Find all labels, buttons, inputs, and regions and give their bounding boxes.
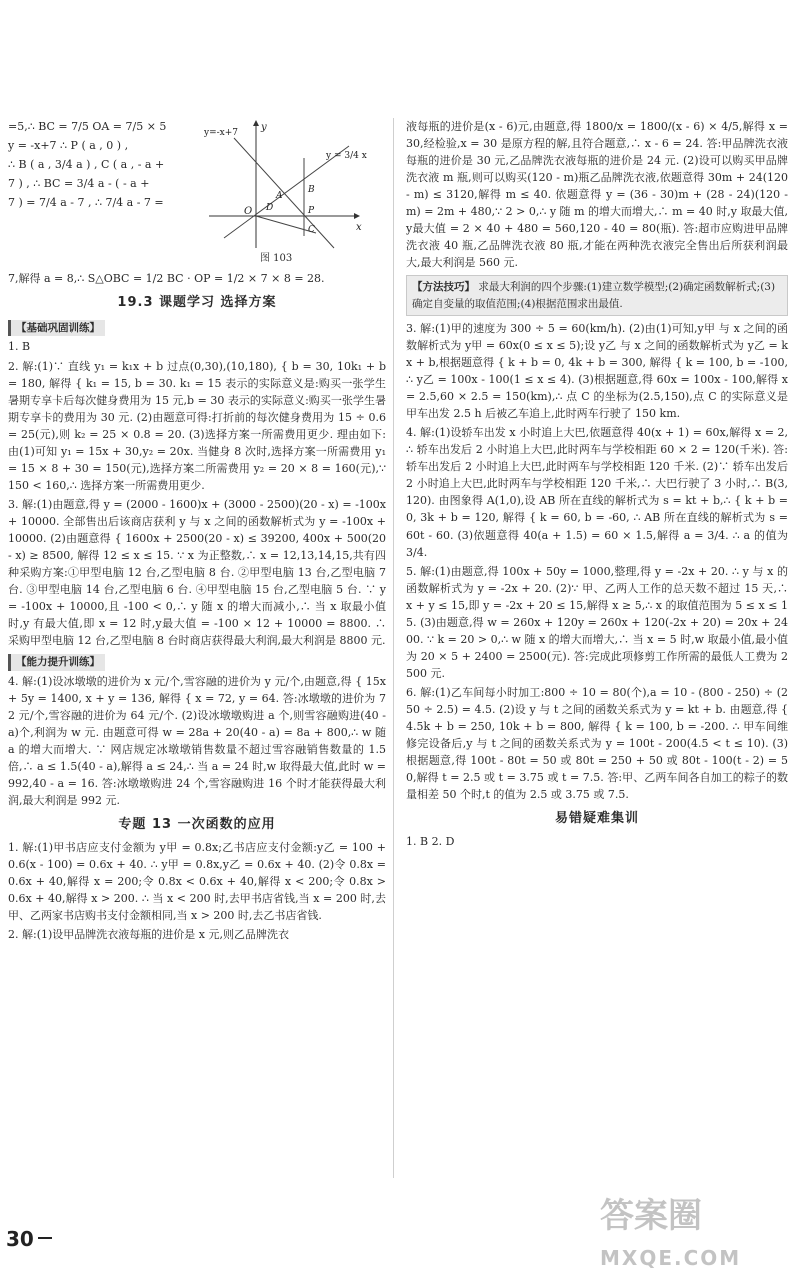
fig-label-c: C: [308, 225, 315, 235]
fig-line: ∴ B ( a , 3/4 a ) , C ( a , - a +: [8, 158, 165, 172]
figure-side-text: [8, 118, 198, 213]
coordinate-figure: [204, 118, 384, 268]
method-tip-box: [406, 275, 788, 316]
right-column: [406, 118, 788, 852]
section-title: 专题 13 一次函数的应用: [118, 816, 276, 832]
fig-line: 7 ) = 7/4 a - 7 , ∴ 7/4 a - 7 =: [8, 196, 164, 210]
fig-label-b: B: [308, 185, 315, 195]
answer-item: 4. 解:(1)设轿车出发 x 小时追上大巴,依题意得 40(x + 1) = 60x,解得 x = 2,∴ 轿车出发后 2 小时追上大巴,此时两车与学校相距 60 × 2 = 120(千米). 答:轿车出发后 2 小时追上大巴,此时两车与学校相距 120 千米. (2)∵ 轿车出发后 2 小时追上大巴,此时两车与学校相距 120 千米,∴ 大巴行驶了 3 小时,∴ B(3,120). 由图象得 A(1,0),设 AB 所在直线的解析式为 s = kt + b,∴ { k + b = 0, 3k + b = 120, 解得 { k = 60, b = -60, ∴ AB 所在直线的解析式为 s = 60t - 60. (3)依题意得 40(a + 1.5) = 60 × 1.5,解得 a = 3/4. ∴ a 的值为 3/4.: [406, 426, 788, 559]
answer-item: 2. 解:(1)∵ 直线 y₁ = k₁x + b 过点(0,30),(10,180), { b = 30, 10k₁ + b = 180, 解得 { k₁ = 15, b = 30. k₁ = 15 表示的实际意义是:购买一张学生暑期专享卡后每次健身费用为 15 元,b = 30 表示的实际意义:购买一张学生暑期专享卡的费用为 30 元. (2)由题意可得:打折前的每次健身费用为 15 ÷ 0.6 = 25(元),则 k₂ = 25 × 0.8 = 20. (3)选择方案一所需费用更少. 理由如下:由(1)可知 y₁ = 15x + 30,y₂ = 20x. 当健身 8 次时,选择方案一所需费用 y₁ = 15 × 8 + 30 = 150(元),选择方案二所需费用 y₂ = 20 × 8 = 160(元),∵ 150 < 160,∴ 选择方案一所需费用更少.: [8, 359, 386, 492]
fig-label-d: D: [266, 203, 274, 213]
watermark: [600, 1190, 790, 1280]
answer-item: 6. 解:(1)乙车间每小时加工:800 ÷ 10 = 80(个),a = 10 - (800 - 250) ÷ (250 ÷ 2.5) = 4.5. (2)设 y 与 t 之间的函数关系式为 y = kt + b. 由题意,得 { 4.5k + b = 250, 10k + b = 800, 解得 { k = 100, b = -200. ∴ 甲车间维修完设备后,y 与 t 之间的函数关系式为 y = 100t - 200(4.5 < t ≤ 10). (3)根据题意,得 100t - 80t = 50 或 80t = 250 + 50 或 80t - 100(t - 2) = 50,解得 t = 2.5 或 t = 3.75 或 t = 7.5. 答:甲、乙两车间各自加工的粽子的数量相差 50 个时,t 的值为 2.5 或 3.75 或 7.5.: [406, 685, 788, 802]
left-column: [8, 118, 386, 945]
fig-label-a: A: [276, 191, 283, 201]
answer-item: 1. 解:(1)甲书店应支付金额为 y甲 = 0.8x;乙书店应支付金额:y乙 = 100 + 0.6(x - 100) = 0.6x + 40. ∴ y甲 = 0.8x,y乙 = 0.6x + 40. (2)令 0.8x = 0.6x + 40,解得 x = 200;令 0.8x < 0.6x + 40,解得 x < 200;令 0.8x > 0.6x + 40,解得 x > 200. ∴ 当 x < 200 时,去甲书店省钱,当 x = 200 时,去甲、乙两家书店购书支付金额相同,当 x > 200 时,去乙书店省钱.: [8, 841, 386, 923]
section-title: 19.3 课题学习 选择方案: [117, 295, 277, 311]
fig-label-line1: y=-x+7: [204, 128, 239, 138]
answer-continuation: 液每瓶的进价是(x - 6)元,由题意,得 1800/x = 1800/(x - 6) × 4/5,解得 x = 30,经检验,x = 30 是原方程的解,且符合题意,∴ x - 6 = 24. 答:甲品牌洗衣液每瓶的进价是 30 元,乙品牌洗衣液每瓶的进价是 24 元. (2)设可以购买甲品牌洗衣液 m 瓶,则可以购买(120 - m)瓶乙品牌洗衣液,依题意得 30m + 24(120 - m) ≤ 3120,解得 m ≤ 40. 依题意得 y = (36 - 30)m + (28 - 24)(120 - m) = 2m + 480,∵ 2 > 0,∴ y 随 m 的增大而增大,∴ m = 40 时,y 取最大值,y最大值 = 2 × 40 + 480 = 560,120 - 40 = 80(瓶). 答:超市应购进甲品牌洗衣液 40 瓶,乙品牌洗衣液 80 瓶,才能在两种洗衣液完全售出后所获利润最大,最大利润是 560 元.: [406, 120, 788, 270]
fig-label-x: x: [356, 222, 362, 233]
fig-label-origin: O: [244, 206, 253, 217]
answer-item: 2. 解:(1)设甲品牌洗衣液每瓶的进价是 x 元,则乙品牌洗衣: [8, 928, 289, 942]
column-divider: [393, 118, 394, 1178]
method-tip-text: 求最大利润的四个步骤:(1)建立数学模型;(2)确定函数解析式;(3)确定自变量的取值范围;(4)根据范围求出最值.: [412, 281, 776, 310]
fig-label-line2: y = 3/4 x: [326, 151, 367, 161]
answer-item: 1. B: [8, 340, 31, 354]
fig-label-p: P: [308, 206, 315, 216]
answer-item: 3. 解:(1)甲的速度为 300 ÷ 5 = 60(km/h). (2)由(1)可知,y甲 与 x 之间的函数解析式为 y甲 = 60x(0 ≤ x ≤ 5);设 y乙 与 x 之间的函数解析式为 y乙 = kx + b,根据题意得 { k + b = 0, 4k + b = 300, 解得 { k = 100, b = -100, ∴ y乙 = 100x - 100(1 ≤ x ≤ 4). (3)根据题意,得 60x = 100x - 100,解得 x = 2.5,60 × 2.5 = 150(km),∴ 点 C 的坐标为(2.5,150),点 C 的实际意义是甲车出发 2.5 h 后被乙车追上,此时两车行驶了 150 km.: [406, 321, 788, 421]
fig-line: 7 ) , ∴ BC = 3/4 a - ( - a +: [8, 177, 150, 191]
answer-item: 5. 解:(1)由题意,得 100x + 50y = 1000,整理,得 y = -2x + 20. ∴ y 与 x 的函数解析式为 y = -2x + 20. (2)∵ 甲、乙两人工作的总天数不超过 15 天,∴ x + y ≤ 15,即 y = -2x + 20 ≤ 15,解得 x ≥ 5,∴ x 的取值范围为 5 ≤ x ≤ 15. (3)由题意,得 w = 260x + 120y = 260x + 120(-2x + 20) = 20x + 2400. ∵ k = 20 > 0,∴ w 随 x 的增大而增大,∴ 当 x = 5 时,w 取最小值,最小值为 20 × 5 + 2400 = 2500(元). 答:完成此项修剪工作所需的最低人工费为 2500 元.: [406, 564, 788, 680]
answer-item: 1. B 2. D: [406, 835, 455, 849]
line-y-neg-x-plus-7: [234, 138, 334, 248]
section-tag-advanced: 【能力提升训练】: [8, 654, 105, 670]
solution-conclusion: 7,解得 a = 8,∴ S△OBC = 1/2 BC · OP = 1/2 × 7 × 8 = 28.: [8, 272, 325, 285]
page-number: 30: [6, 1227, 34, 1251]
page-number-rule: [38, 1237, 52, 1239]
watermark-logo: 答案圈: [600, 1196, 702, 1236]
method-tip-label: 【方法技巧】: [412, 281, 475, 294]
answer-item: 4. 解:(1)设冰墩墩的进价为 x 元/个,雪容融的进价为 y 元/个,由题意,得 { 15x + 5y = 1400, x + y = 136, 解得 { x = 72, y = 64. 答:冰墩墩的进价为 72 元/个,雪容融的进价为 64 元/个. (2)设冰墩墩购进 a 个,则雪容融购进(40 - a)个,利润为 w 元. 由题意可得 w = 28a + 20(40 - a) = 8a + 800,∴ w 随 a 的增大而增大. ∵ 网店规定冰墩墩销售数量不超过雪容融销售数量的 1.5 倍,∴ a ≤ 1.5(40 - a),解得 a ≤ 24,∴ 当 a = 24 时,w 取得最大值,此时 w = 992,40 - a = 16. 答:冰墩墩购进 24 个,雪容融购进 16 个时才能获得最大利润,最大利润是 992 元.: [8, 674, 386, 807]
section-tag-basic: 【基础巩固训练】: [8, 320, 105, 336]
fig-line: =5,∴ BC = 7/5 OA = 7/5 × 5: [8, 120, 167, 133]
x-axis-arrow: [354, 213, 360, 219]
answer-item: 3. 解:(1)由题意,得 y = (2000 - 1600)x + (3000 - 2500)(20 - x) = -100x + 10000. 全部售出后该商店获利 y 与 x 之间的函数解析式为 y = -100x + 10000. (2)由题意得 { 1600x + 2500(20 - x) ≤ 39200, 400x + 500(20 - x) ≥ 8500, 解得 12 ≤ x ≤ 15. ∵ x 为正整数,∴ x = 12,13,14,15,共有四种采购方案:①甲型电脑 12 台,乙型电脑 8 台. ②甲型电脑 13 台,乙型电脑 7 台. ③甲型电脑 14 台,乙型电脑 6 台. ④甲型电脑 15 台,乙型电脑 5 台. ∵ y = -100x + 10000,且 -100 < 0,∴ y 随 x 的增大而减小,∴ 当 x 取最小值时,y 有最大值,即 x = 12 时,y最大值 = -100 × 12 + 10000 = 8800. ∴ 采购甲型电脑 12 台,乙型电脑 8 台时商店获得最大利润,最大利润是 8800 元.: [8, 497, 386, 648]
figure-caption: 图 103: [260, 253, 293, 264]
section-title: 易错疑难集训: [554, 811, 639, 827]
fig-line: y = -x+7 ∴ P ( a , 0 ) ,: [8, 139, 129, 153]
watermark-url: MXQE.COM: [600, 1245, 742, 1270]
figure-block: [8, 118, 386, 268]
fig-label-y: y: [261, 122, 267, 133]
y-axis-arrow: [253, 120, 259, 126]
